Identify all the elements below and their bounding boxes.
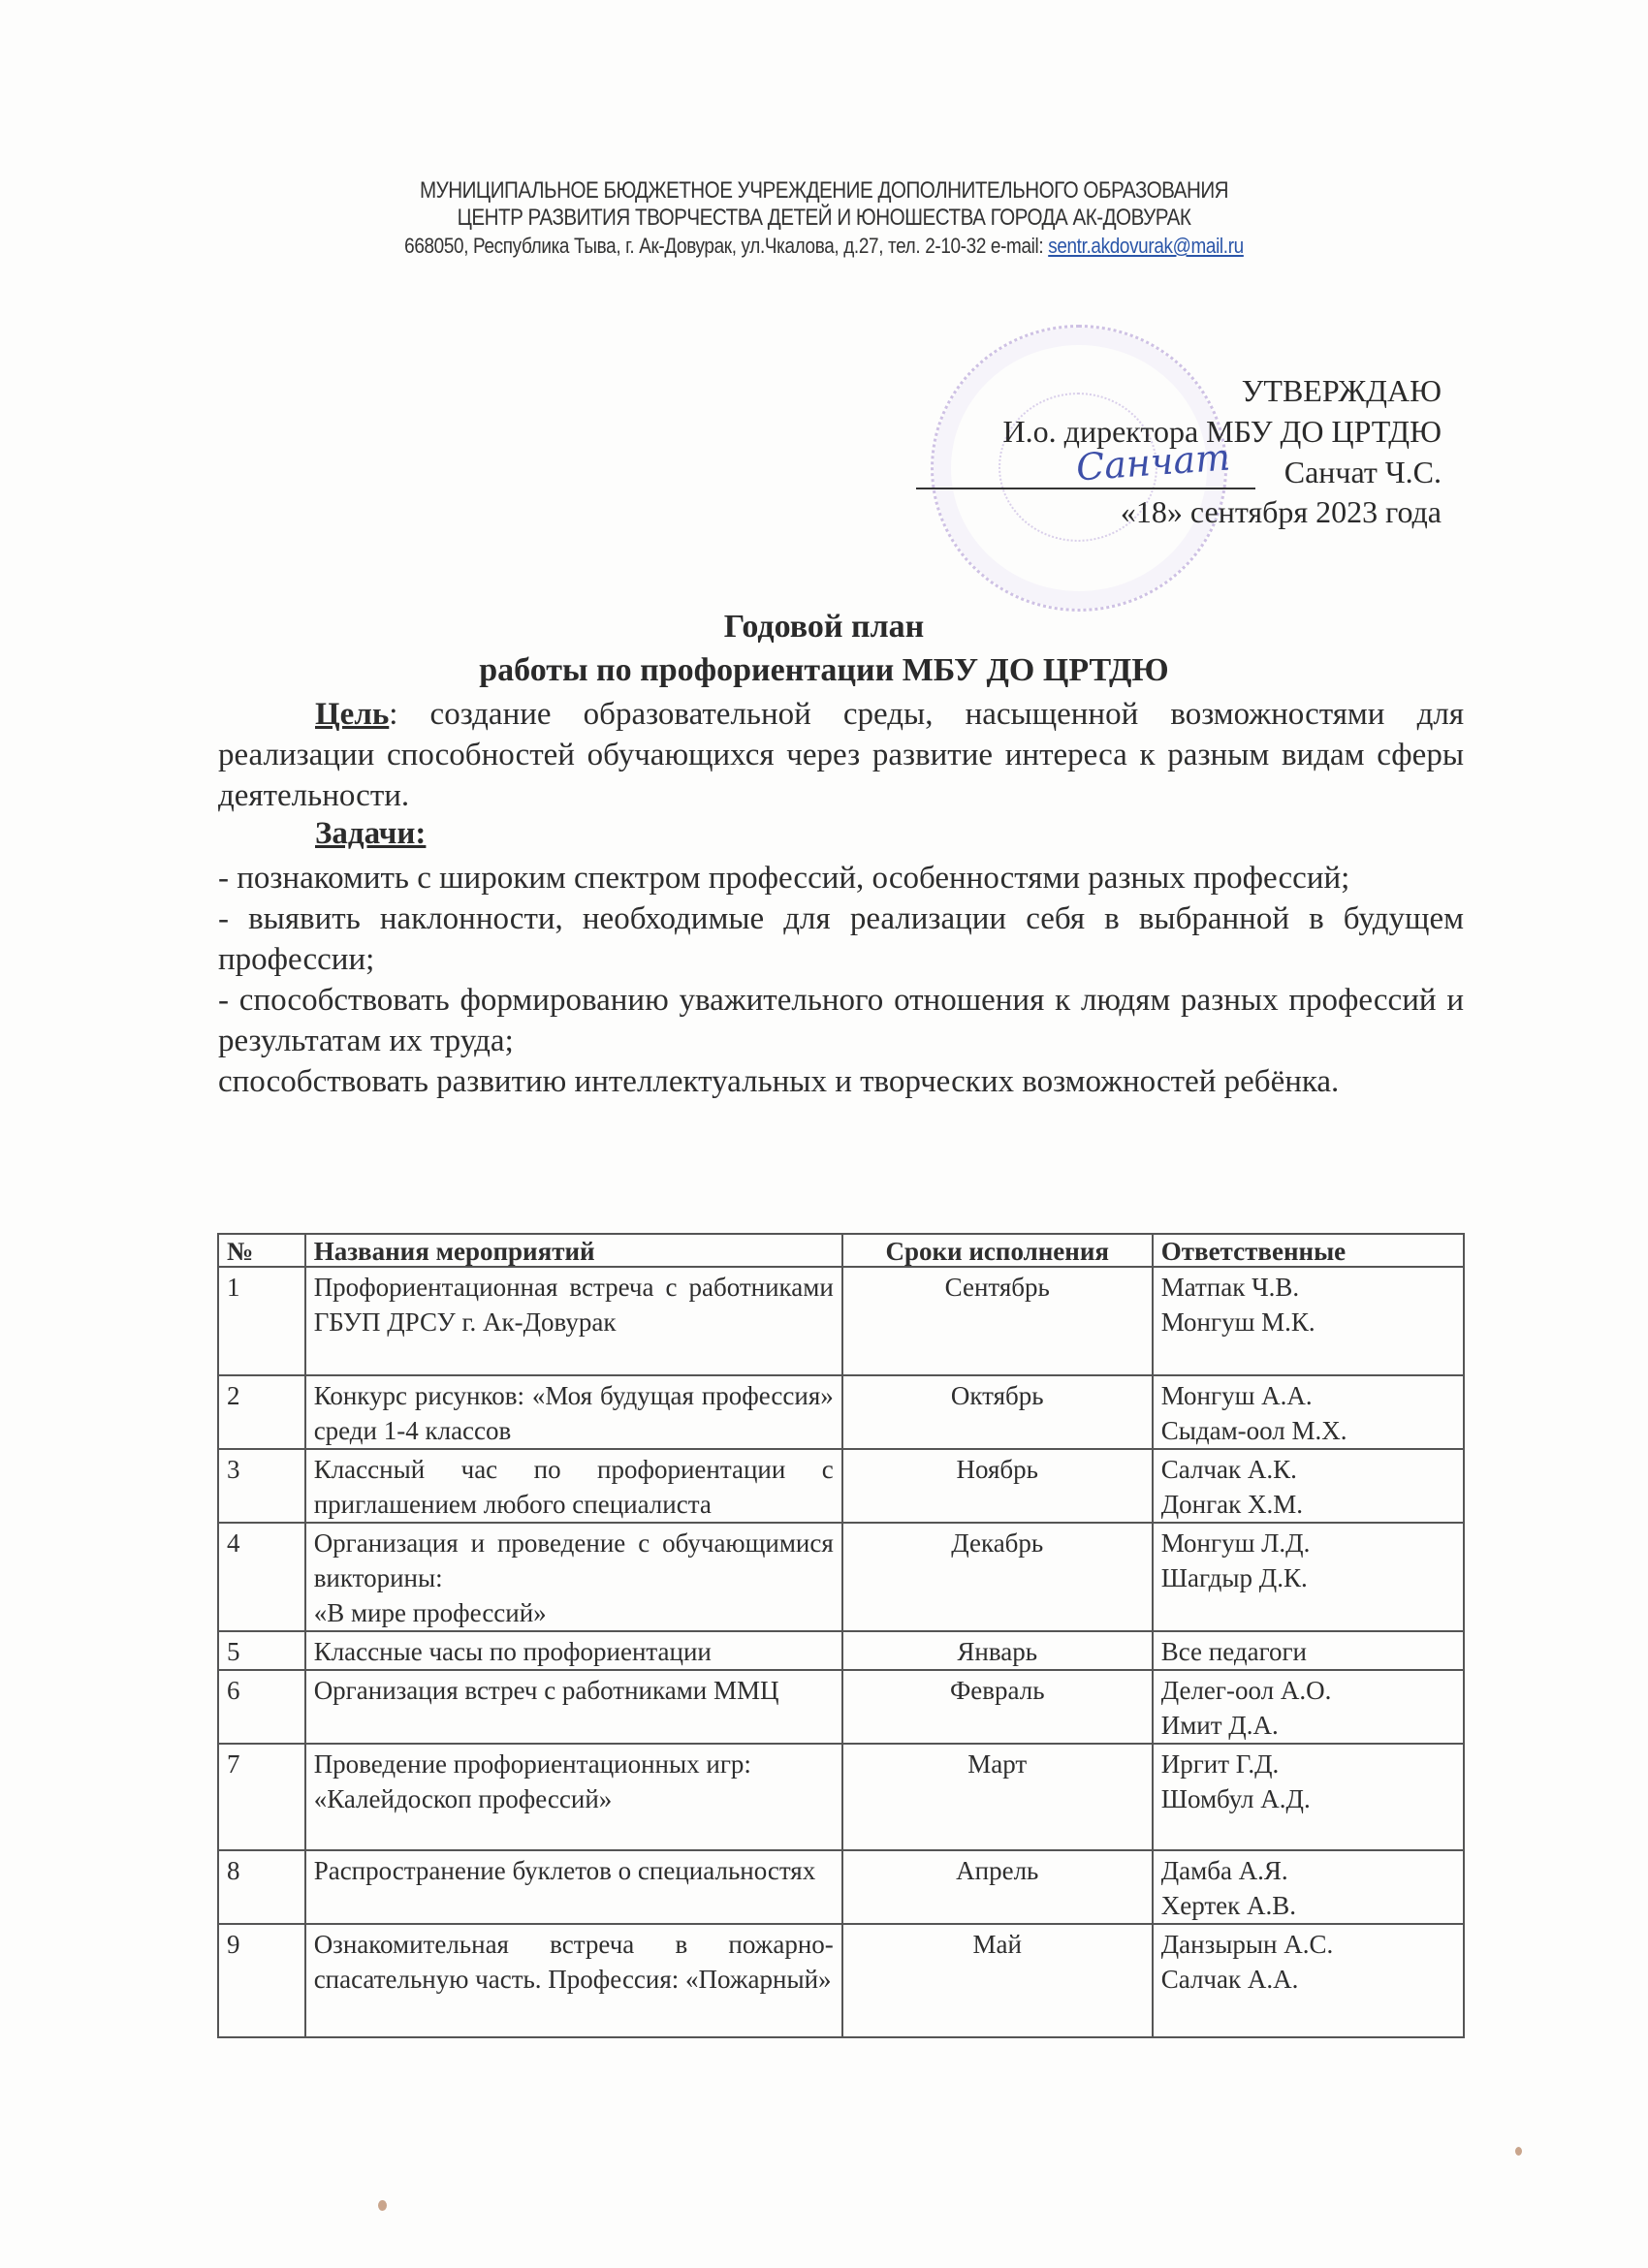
event-month: Октябрь: [842, 1375, 1153, 1449]
responsible-name: Хертек А.В.: [1160, 1891, 1297, 1920]
goal-paragraph: [218, 694, 1464, 816]
event-name: [305, 1375, 842, 1449]
approval-position: И.о. директора МБУ ДО ЦРТДЮ: [1002, 414, 1442, 449]
row-number: 6: [218, 1670, 305, 1744]
document-subtitle: работы по профориентации МБУ ДО ЦРТДЮ: [479, 652, 1169, 688]
event-name-line: Классные часы по профориентации: [313, 1637, 712, 1666]
goal-label: Цель: [315, 697, 390, 732]
event-name: [305, 1449, 842, 1523]
event-name: [305, 1850, 842, 1924]
plan-table: [217, 1233, 1465, 2038]
responsible-name: Монгуш М.К.: [1160, 1307, 1315, 1337]
task-item: - способствовать формированию уважительного отношения к людям разных профессий и результатам их труда;: [218, 983, 1464, 1058]
header-dates: Сроки исполнения: [842, 1234, 1153, 1267]
table-row: [218, 1267, 1464, 1375]
responsible-name: Салчак А.К.: [1160, 1455, 1297, 1484]
table-row: [218, 1449, 1464, 1523]
letterhead-org-name: МУНИЦИПАЛЬНОЕ БЮДЖЕТНОЕ УЧРЕЖДЕНИЕ ДОПОЛНИТЕЛЬНОГО ОБРАЗОВАНИЯ: [419, 177, 1229, 204]
event-name-line: Организация и проведение с обучающимися викторины:: [313, 1528, 834, 1592]
event-name-line: «В мире профессий»: [313, 1598, 547, 1627]
document-title: Годовой план: [723, 609, 925, 645]
event-name: [305, 1670, 842, 1744]
event-month: Январь: [842, 1631, 1153, 1670]
table-header-row: [218, 1234, 1464, 1267]
email-link[interactable]: sentr.akdovurak@mail.ru: [1048, 234, 1244, 258]
table-row: [218, 1631, 1464, 1670]
table-row: [218, 1924, 1464, 2037]
responsible-name: Монгуш Л.Д.: [1160, 1528, 1311, 1558]
row-number: 5: [218, 1631, 305, 1670]
event-name-line: Классный час по профориентации с приглашением любого специалиста: [313, 1455, 834, 1519]
responsible-name: Имит Д.А.: [1160, 1711, 1279, 1740]
table-row: [218, 1850, 1464, 1924]
task-item: - познакомить с широким спектром профессий, особенностями разных профессий;: [218, 861, 1350, 896]
row-number: 2: [218, 1375, 305, 1449]
header-responsible: Ответственные: [1153, 1234, 1464, 1267]
event-name-line: «Калейдоскоп профессий»: [313, 1784, 613, 1813]
responsible-name: Шомбул А.Д.: [1160, 1784, 1311, 1813]
header-number: №: [218, 1234, 305, 1267]
responsible-name: Донгак Х.М.: [1160, 1490, 1304, 1519]
responsible-name: Сыдам-оол М.Х.: [1160, 1416, 1347, 1445]
responsible-persons: [1153, 1267, 1464, 1375]
tasks-list: [218, 858, 1464, 1102]
responsible-persons: [1153, 1631, 1464, 1670]
row-number: 3: [218, 1449, 305, 1523]
table-row: [218, 1670, 1464, 1744]
approval-date: «18» сентября 2023 года: [1120, 494, 1442, 529]
responsible-name: Дамба А.Я.: [1160, 1856, 1288, 1885]
event-name-line: Проведение профориентационных игр:: [313, 1749, 751, 1779]
responsible-name: Монгуш А.А.: [1160, 1381, 1313, 1410]
responsible-persons: [1153, 1375, 1464, 1449]
responsible-persons: [1153, 1670, 1464, 1744]
event-name-line: Ознакомительная встреча в пожарно-спасательную часть. Профессия: «Пожарный»: [313, 1930, 834, 1994]
responsible-persons: [1153, 1449, 1464, 1523]
goal-text: : создание образовательной среды, насыщенной возможностями для реализации способностей обучающихся через развитие интереса к разным видам сферы деятельности.: [218, 697, 1464, 813]
event-month: Ноябрь: [842, 1449, 1153, 1523]
responsible-name: Матпак Ч.В.: [1160, 1273, 1300, 1302]
responsible-name: Делег-оол А.О.: [1160, 1676, 1332, 1705]
address-text: 668050, Республика Тыва, г. Ак-Довурак, ул.Чкалова, д.27, тел. 2-10-32 e-mail:: [404, 234, 1049, 258]
responsible-name: Салчак А.А.: [1160, 1965, 1299, 1994]
event-month: Апрель: [842, 1850, 1153, 1924]
row-number: 9: [218, 1924, 305, 2037]
row-number: 8: [218, 1850, 305, 1924]
event-month: Февраль: [842, 1670, 1153, 1744]
header-event: Названия мероприятий: [305, 1234, 842, 1267]
task-item: - выявить наклонности, необходимые для реализации себя в выбранной в будущем профессии;: [218, 901, 1464, 977]
handwritten-signature: Санчат: [1074, 435, 1232, 489]
paper-speck: [1515, 2147, 1522, 2156]
row-number: 7: [218, 1744, 305, 1850]
event-name: [305, 1744, 842, 1850]
event-month: Март: [842, 1744, 1153, 1850]
event-name-line: Распространение буклетов о специальностях: [313, 1856, 816, 1885]
responsible-persons: [1153, 1924, 1464, 2037]
letterhead-address: [282, 234, 1366, 259]
row-number: 1: [218, 1267, 305, 1375]
approval-heading: УТВЕРЖДАЮ: [1241, 373, 1442, 408]
event-month: Декабрь: [842, 1523, 1153, 1631]
event-name-line: Профориентационная встреча с работниками ГБУП ДРСУ г. Ак-Довурак: [313, 1273, 834, 1337]
event-name: [305, 1523, 842, 1631]
responsible-name: Иргит Г.Д.: [1160, 1749, 1280, 1779]
event-name: [305, 1631, 842, 1670]
event-name-line: Конкурс рисунков: «Моя будущая профессия» среди 1-4 классов: [313, 1381, 834, 1445]
tasks-label: Задачи:: [315, 816, 427, 851]
responsible-persons: [1153, 1850, 1464, 1924]
table-row: [218, 1523, 1464, 1631]
event-month: Сентябрь: [842, 1267, 1153, 1375]
responsible-name: Шагдыр Д.К.: [1160, 1563, 1308, 1592]
event-name: [305, 1267, 842, 1375]
paper-speck: [378, 2200, 387, 2211]
event-name: [305, 1924, 842, 2037]
responsible-name: Данзырын А.С.: [1160, 1930, 1334, 1959]
event-month: Май: [842, 1924, 1153, 2037]
table-row: [218, 1744, 1464, 1850]
task-item: способствовать развитию интеллектуальных и творческих возможностей ребёнка.: [218, 1064, 1340, 1099]
responsible-name: Все педагоги: [1160, 1637, 1307, 1666]
responsible-persons: [1153, 1744, 1464, 1850]
event-name-line: Организация встреч с работниками ММЦ: [313, 1676, 779, 1705]
table-row: [218, 1375, 1464, 1449]
letterhead-center-name: ЦЕНТР РАЗВИТИЯ ТВОРЧЕСТВА ДЕТЕЙ И ЮНОШЕСТВА ГОРОДА АК-ДОВУРАК: [457, 205, 1191, 231]
approval-name: Санчат Ч.С.: [1284, 455, 1442, 489]
row-number: 4: [218, 1523, 305, 1631]
responsible-persons: [1153, 1523, 1464, 1631]
